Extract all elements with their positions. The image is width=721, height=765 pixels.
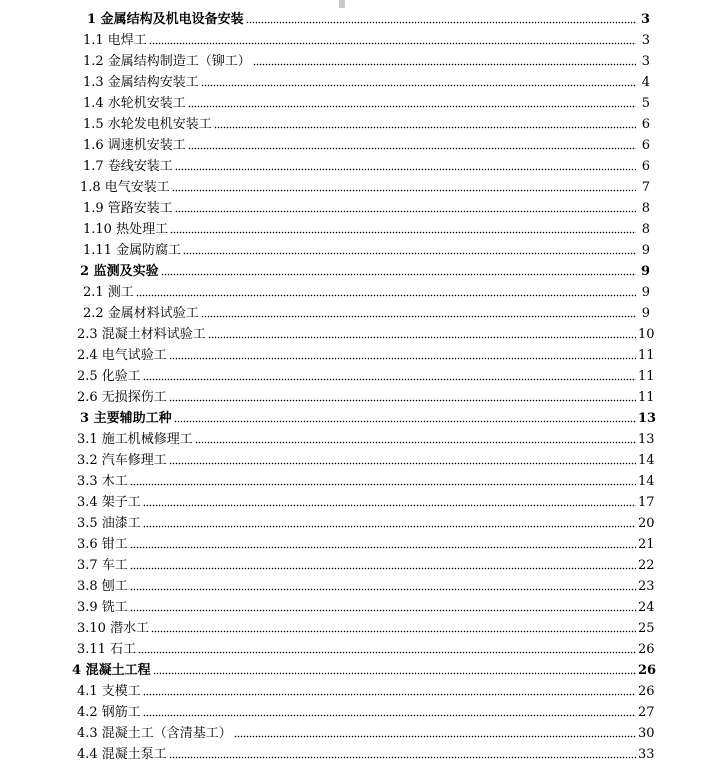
- toc-entry-1-4[interactable]: [83, 93, 650, 114]
- toc-title: 3.11 石工: [77, 642, 137, 657]
- dot-leader: [188, 93, 636, 114]
- dot-leader: [195, 429, 636, 450]
- toc-page-number: 20: [638, 516, 655, 531]
- dot-leader: [169, 345, 636, 366]
- toc-title: 3.9 铣工: [77, 600, 128, 615]
- toc-page-number: 26: [638, 642, 655, 657]
- toc-entry-4-4[interactable]: [77, 744, 655, 765]
- toc-page-number: 21: [638, 537, 655, 552]
- toc-entry-2-1[interactable]: [83, 282, 650, 303]
- toc-entry-3-4[interactable]: [77, 492, 655, 513]
- dot-leader: [175, 198, 636, 219]
- toc-page-number: 11: [638, 369, 655, 384]
- dot-leader: [143, 702, 636, 723]
- dot-leader: [136, 282, 636, 303]
- toc-entry-3-5[interactable]: [77, 513, 655, 534]
- toc-entry-2-2[interactable]: [83, 303, 650, 324]
- toc-title: 3.1 施工机械修理工: [77, 432, 193, 447]
- toc-title: 1.3 金属结构安装工: [83, 75, 199, 90]
- toc-page-number: 26: [638, 663, 657, 678]
- toc-entry-3-2[interactable]: [77, 450, 655, 471]
- toc-page-number: 6: [641, 117, 650, 132]
- toc-title: 1.10 热处理工: [83, 222, 169, 237]
- toc-page-number: 25: [638, 621, 655, 636]
- toc-entry-4-2[interactable]: [77, 702, 655, 723]
- toc-entry-2-4[interactable]: [77, 345, 655, 366]
- toc-page-number: 10: [638, 327, 655, 342]
- toc-title: 1.1 电焊工: [83, 33, 147, 48]
- toc-title: 1.2 金属结构制造工（铆工）: [83, 54, 251, 69]
- toc-page-number: 3: [641, 33, 650, 48]
- dot-leader: [246, 9, 636, 30]
- toc-page-number: 4: [641, 75, 650, 90]
- toc-page-number: 6: [641, 138, 650, 153]
- toc-page-number: 9: [641, 306, 650, 321]
- dot-leader: [169, 744, 636, 765]
- toc-page-number: 13: [638, 432, 655, 447]
- toc-entry-3-1[interactable]: [77, 429, 655, 450]
- toc-title: 1 金属结构及机电设备安装: [87, 12, 244, 27]
- toc-entry-1-11[interactable]: [83, 240, 650, 261]
- toc-entry-2-5[interactable]: [77, 366, 655, 387]
- toc-entry-2-6[interactable]: [77, 387, 655, 408]
- toc-entry-3-11[interactable]: [77, 639, 655, 660]
- dot-leader: [170, 219, 636, 240]
- toc-page-number: 30: [638, 726, 655, 741]
- toc-title: 2.3 混凝土材料试验工: [77, 327, 206, 342]
- toc-page-number: 11: [638, 390, 655, 405]
- toc-page-number: 13: [638, 411, 657, 426]
- toc-entry-1-1[interactable]: [83, 30, 650, 51]
- toc-page-number: 8: [641, 222, 650, 237]
- dot-leader: [153, 660, 636, 681]
- dot-leader: [143, 681, 636, 702]
- toc-title: 3.4 架子工: [77, 495, 141, 510]
- dot-leader: [201, 303, 636, 324]
- toc-page-number: 5: [641, 96, 650, 111]
- toc-page-number: 8: [641, 201, 650, 216]
- toc-title: 3.2 汽车修理工: [77, 453, 167, 468]
- toc-title: 2 监测及实验: [80, 264, 159, 279]
- dot-leader: [143, 366, 636, 387]
- toc-page-number: 33: [638, 747, 655, 762]
- dot-leader: [130, 471, 636, 492]
- toc-title: 4.4 混凝土泵工: [77, 747, 167, 762]
- dot-leader: [188, 135, 636, 156]
- toc-title: 3.10 潜水工: [77, 621, 150, 636]
- toc-page-number: 6: [641, 159, 650, 174]
- toc-page-number: 22: [638, 558, 655, 573]
- toc-title: 3 主要辅助工种: [80, 411, 172, 426]
- dot-leader: [183, 240, 636, 261]
- toc-title: 1.9 管路安装工: [83, 201, 173, 216]
- dot-leader: [143, 513, 636, 534]
- toc-entry-1[interactable]: [87, 9, 650, 30]
- toc-title: 2.2 金属材料试验工: [83, 306, 199, 321]
- toc-title: 2.1 测工: [83, 285, 134, 300]
- toc-entry-3-10[interactable]: [77, 618, 655, 639]
- toc-page-number: 9: [641, 243, 650, 258]
- toc-entry-3[interactable]: [80, 408, 657, 429]
- toc-page-number: 17: [638, 495, 655, 510]
- toc-page-number: 3: [641, 54, 650, 69]
- toc-entry-1-6[interactable]: [83, 135, 650, 156]
- toc-entry-1-9[interactable]: [83, 198, 650, 219]
- dot-leader: [208, 324, 636, 345]
- toc-entry-1-5[interactable]: [83, 114, 650, 135]
- toc-page-number: 9: [641, 285, 650, 300]
- page-marker: [339, 0, 345, 8]
- toc-entry-2[interactable]: [80, 261, 650, 282]
- toc-title: 1.11 金属防腐工: [83, 243, 182, 258]
- toc-entry-3-8[interactable]: [77, 576, 655, 597]
- dot-leader: [175, 156, 636, 177]
- dot-leader: [130, 597, 636, 618]
- toc-title: 3.3 木工: [77, 474, 128, 489]
- toc-entry-3-6[interactable]: [77, 534, 655, 555]
- toc-title: 3.7 车工: [77, 558, 128, 573]
- dot-leader: [161, 261, 636, 282]
- dot-leader: [130, 555, 636, 576]
- dot-leader: [169, 387, 636, 408]
- toc-title: 3.6 钳工: [77, 537, 128, 552]
- dot-leader: [253, 51, 636, 72]
- toc-title: 2.5 化验工: [77, 369, 141, 384]
- toc-entry-4[interactable]: [72, 660, 657, 681]
- toc-entry-3-3[interactable]: [77, 471, 655, 492]
- toc-page-number: 11: [638, 348, 655, 363]
- toc-page-number: 7: [641, 180, 650, 195]
- toc-title: 1.7 卷线安装工: [83, 159, 173, 174]
- toc-entry-1-8[interactable]: [80, 177, 650, 198]
- toc-title: 3.8 刨工: [77, 579, 128, 594]
- toc-title: 1.4 水轮机安装工: [83, 96, 186, 111]
- toc-entry-3-7[interactable]: [77, 555, 655, 576]
- toc-page-number: 3: [640, 12, 650, 27]
- dot-leader: [143, 492, 636, 513]
- toc-entry-4-3[interactable]: [77, 723, 655, 744]
- toc-title: 4.1 支模工: [77, 684, 141, 699]
- toc-page-number: 14: [638, 453, 655, 468]
- toc-title: 1.5 水轮发电机安装工: [83, 117, 212, 132]
- toc-entry-1-7[interactable]: [83, 156, 650, 177]
- dot-leader: [130, 534, 636, 555]
- dot-leader: [149, 30, 636, 51]
- toc-title: 4.2 钢筋工: [77, 705, 141, 720]
- toc-page-number: 23: [638, 579, 655, 594]
- dot-leader: [234, 723, 636, 744]
- toc-entry-2-3[interactable]: [77, 324, 655, 345]
- toc-title: 1.6 调速机安装工: [83, 138, 186, 153]
- dot-leader: [169, 450, 636, 471]
- toc-title: 4 混凝土工程: [72, 663, 151, 678]
- toc-entry-4-1[interactable]: [77, 681, 655, 702]
- toc-page-number: 26: [638, 684, 655, 699]
- toc-title: 1.8 电气安装工: [80, 180, 170, 195]
- dot-leader: [151, 618, 636, 639]
- dot-leader: [130, 576, 636, 597]
- toc-entry-1-3[interactable]: [83, 72, 650, 93]
- toc-title: 4.3 混凝土工（含清基工）: [77, 726, 232, 741]
- toc-page-number: 9: [640, 264, 650, 279]
- toc-title: 2.6 无损探伤工: [77, 390, 167, 405]
- toc-page-number: 24: [638, 600, 655, 615]
- dot-leader: [172, 177, 636, 198]
- toc-page-number: 27: [638, 705, 655, 720]
- dot-leader: [201, 72, 636, 93]
- toc-page-number: 14: [638, 474, 655, 489]
- dot-leader: [138, 639, 636, 660]
- dot-leader: [214, 114, 636, 135]
- toc-title: 3.5 油漆工: [77, 516, 141, 531]
- toc-title: 2.4 电气试验工: [77, 348, 167, 363]
- toc-entry-1-2[interactable]: [83, 51, 650, 72]
- dot-leader: [174, 408, 636, 429]
- toc-entry-3-9[interactable]: [77, 597, 655, 618]
- toc-entry-1-10[interactable]: [83, 219, 650, 240]
